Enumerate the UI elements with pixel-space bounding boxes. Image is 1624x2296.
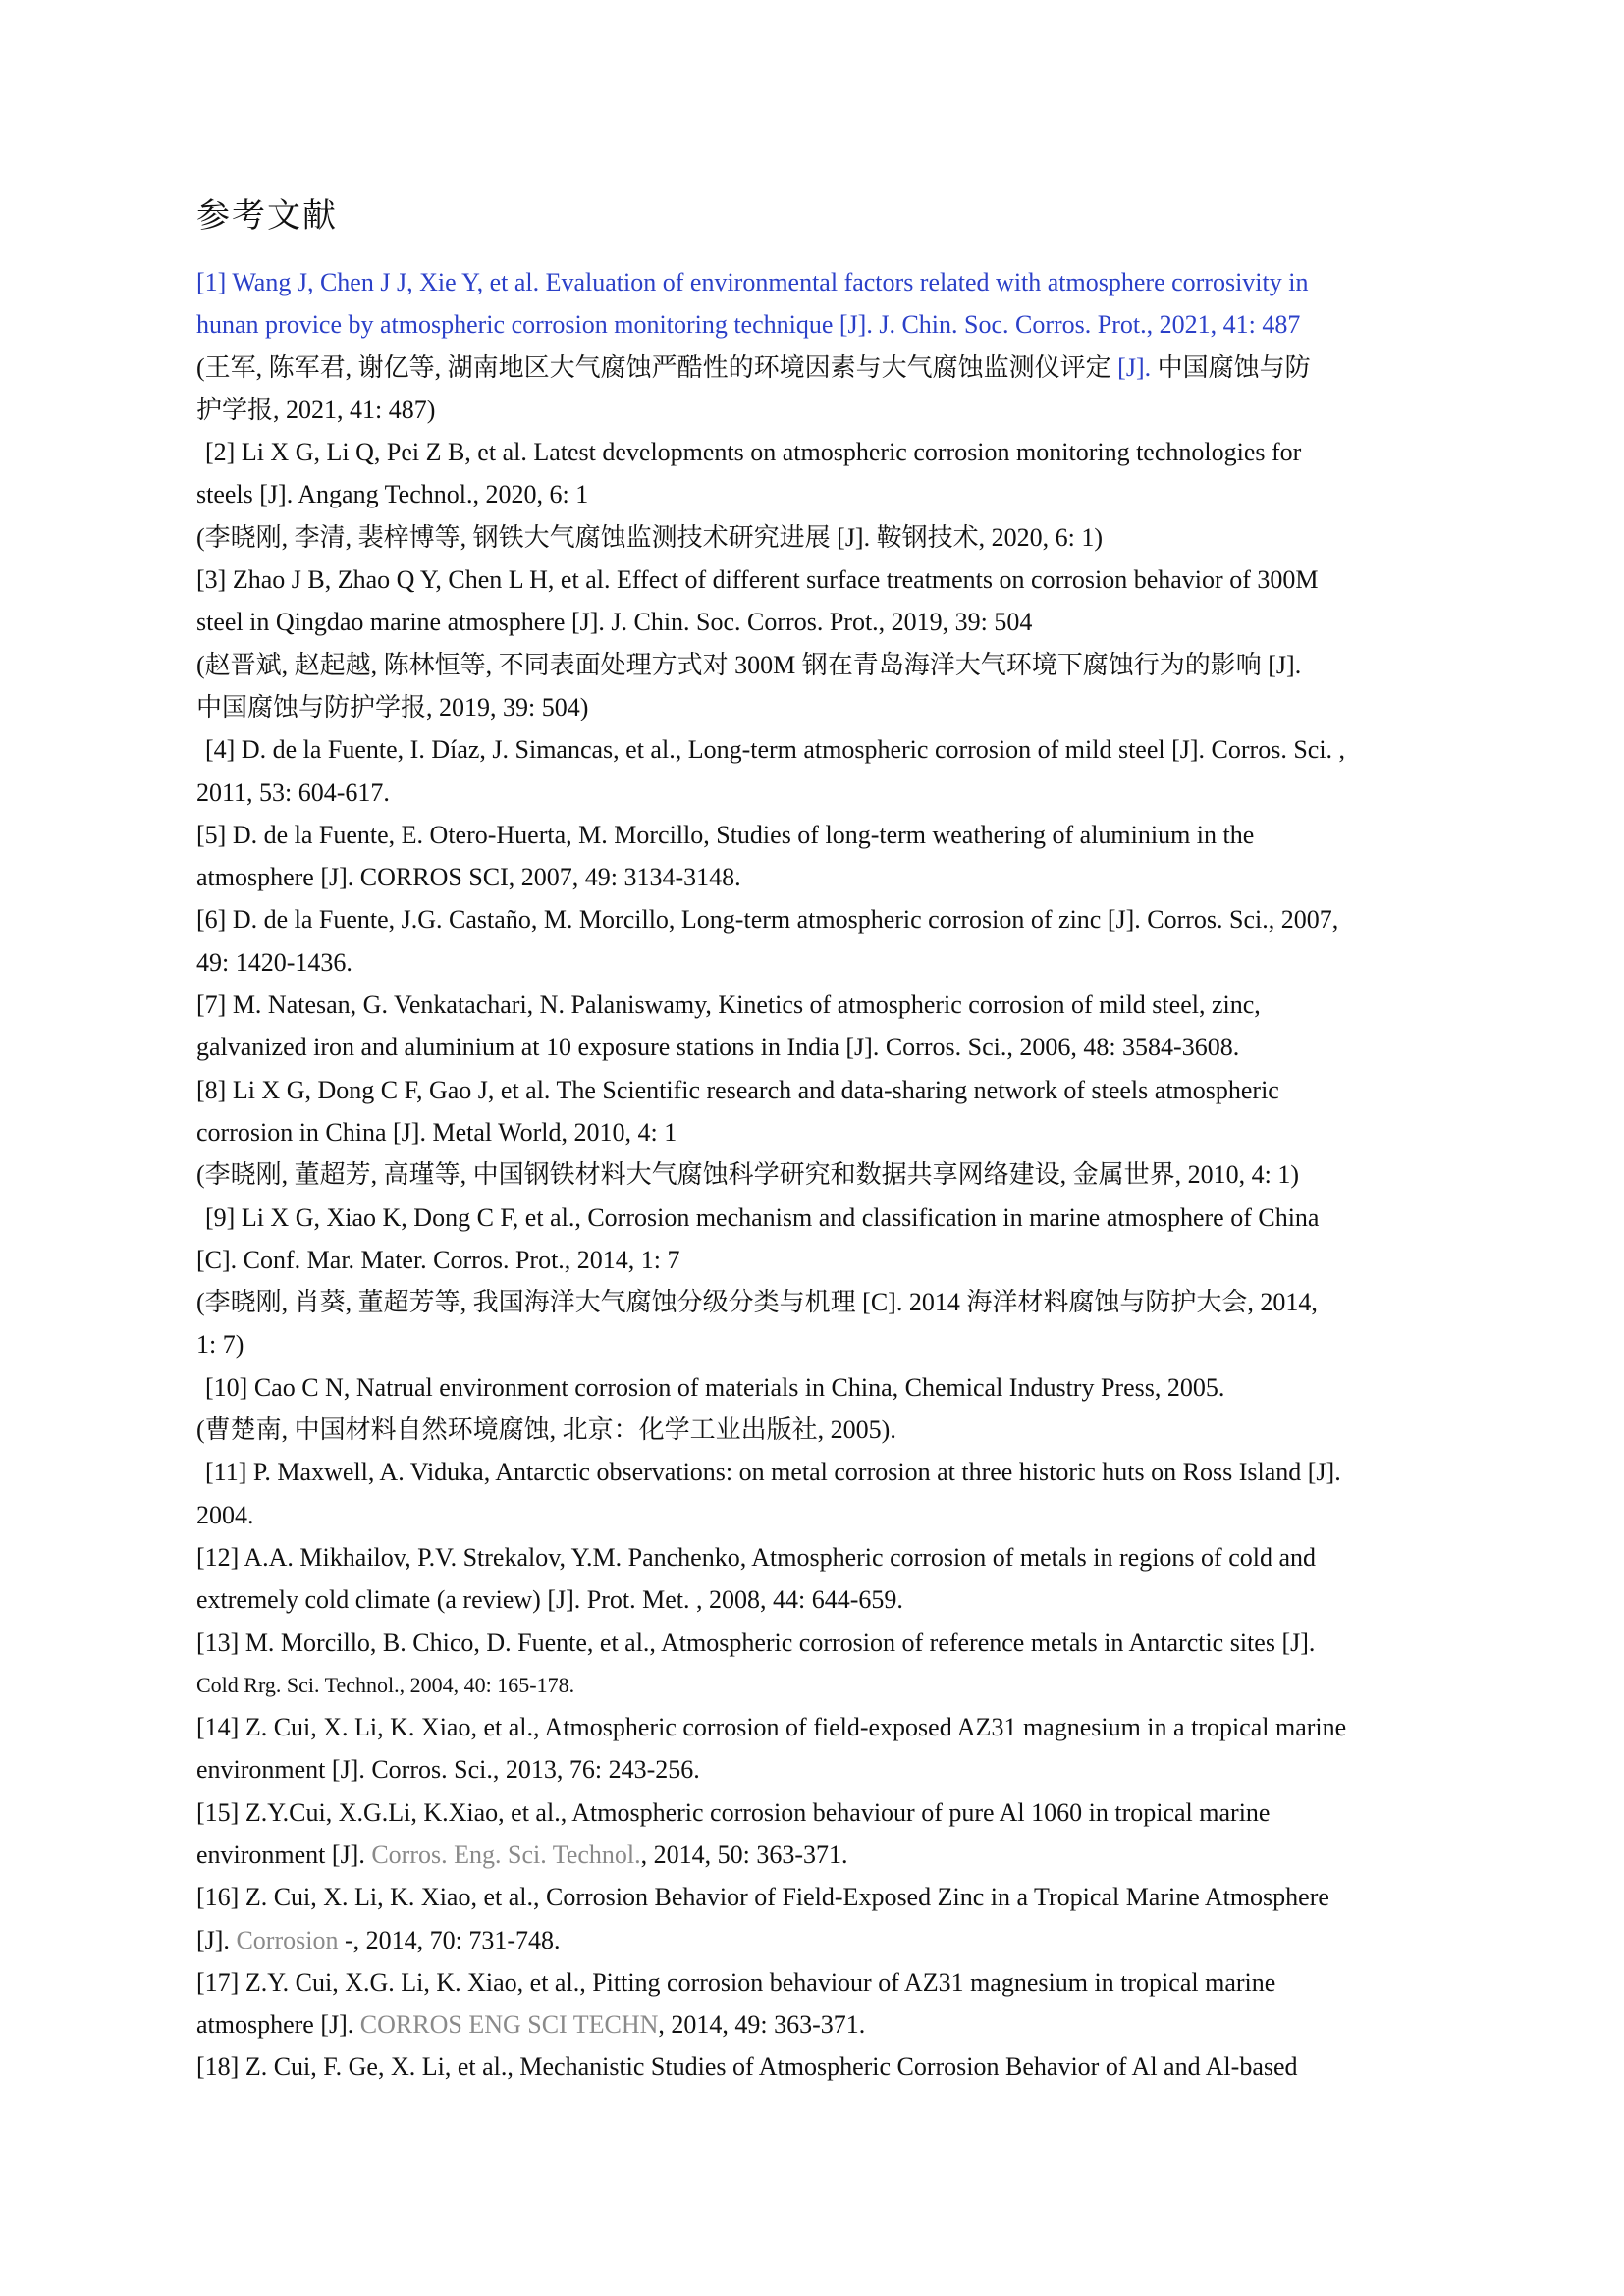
reference-14-line-2: environment [J]. Corros. Sci., 2013, 76: 243-256. — [196, 1755, 700, 1785]
reference-4-line-1: [4] D. de la Fuente, I. Díaz, J. Simancas, et al., Long-term atmospheric corrosion of mild steel [J]. Corros. Sci. , — [205, 735, 1346, 765]
references-heading: 参考文献 — [196, 198, 338, 235]
reference-8-chinese: (李晓刚, 董超芳, 高瑾等, 中国钢铁材料大气腐蚀科学研究和数据共享网络建设, 金属世界, 2010, 4: 1) — [196, 1160, 1300, 1190]
reference-17-text: atmosphere [J]. — [196, 2010, 360, 2040]
reference-7-line-2: galvanized iron and aluminium at 10 exposure stations in India [J]. Corros. Sci., 2006, 48: 3584-3608. — [196, 1033, 1240, 1062]
reference-8-line-2: corrosion in China [J]. Metal World, 2010, 4: 1 — [196, 1117, 677, 1147]
reference-3-line-2: steel in Qingdao marine atmosphere [J]. J. Chin. Soc. Corros. Prot., 2019, 39: 504 — [196, 608, 1033, 637]
reference-1-chinese-line-2: 护学报, 2021, 41: 487) — [196, 395, 436, 424]
reference-15-line-1: [15] Z.Y.Cui, X.G.Li, K.Xiao, et al., Atmospheric corrosion behaviour of pure Al 1060 in tropical marine — [196, 1797, 1271, 1827]
reference-9-line-1: [9] Li X G, Xiao K, Dong C F, et al., Corrosion mechanism and classification in marine atmosphere of China — [205, 1202, 1320, 1232]
reference-9-line-2: [C]. Conf. Mar. Mater. Corros. Prot., 2014, 1: 7 — [196, 1245, 680, 1274]
reference-9-chinese-line-1: (李晓刚, 肖葵, 董超芳等, 我国海洋大气腐蚀分级分类与机理 [C]. 2014 海洋材料腐蚀与防护大会, 2014, — [196, 1288, 1318, 1317]
reference-1-chinese-text-tail: 中国腐蚀与防 — [1151, 352, 1311, 382]
reference-2-chinese: (李晓刚, 李清, 裴梓博等, 钢铁大气腐蚀监测技术研究进展 [J]. 鞍钢技术, 2020, 6: 1) — [196, 522, 1103, 552]
reference-16-text-tail: -, 2014, 70: 731-748. — [338, 1925, 561, 1954]
reference-1-chinese-text: (王军, 陈军君, 谢亿等, 湖南地区大气腐蚀严酷性的环境因素与大气腐蚀监测仪评定 — [196, 352, 1118, 382]
reference-3-chinese-line-2: 中国腐蚀与防护学报, 2019, 39: 504) — [196, 692, 589, 721]
reference-6-line-2: 49: 1420-1436. — [196, 947, 352, 977]
reference-12-line-2: extremely cold climate (a review) [J]. Prot. Met. , 2008, 44: 644-659. — [196, 1585, 903, 1615]
reference-1-journal-link[interactable]: [J]. — [1117, 352, 1152, 382]
reference-1-chinese-line-1 — [196, 347, 1432, 389]
reference-17-line-2 — [196, 2003, 1432, 2046]
reference-2-line-1: [2] Li X G, Li Q, Pei Z B, et al. Latest developments on atmospheric corrosion monitoring technologies for — [205, 438, 1302, 467]
reference-13-line-1: [13] M. Morcillo, B. Chico, D. Fuente, et al., Atmospheric corrosion of reference metals in Antarctic sites [J]. — [196, 1628, 1316, 1657]
reference-17-line-1: [17] Z.Y. Cui, X.G. Li, K. Xiao, et al., Pitting corrosion behaviour of AZ31 magnesium in tropical marine — [196, 1967, 1276, 1997]
reference-16-line-1: [16] Z. Cui, X. Li, K. Xiao, et al., Corrosion Behavior of Field-Exposed Zinc in a Tropical Marine Atmosphere — [196, 1883, 1329, 1912]
reference-5-line-1: [5] D. de la Fuente, E. Otero-Huerta, M. Morcillo, Studies of long-term weathering of aluminium in the — [196, 820, 1255, 849]
reference-12-line-1: [12] A.A. Mikhailov, P.V. Strekalov, Y.M. Panchenko, Atmospheric corrosion of metals in regions of cold and — [196, 1542, 1317, 1572]
reference-11-line-1: [11] P. Maxwell, A. Viduka, Antarctic observations: on metal corrosion at three historic huts on Ross Island [J]. — [205, 1458, 1341, 1487]
reference-15-line-2 — [196, 1834, 1432, 1876]
reference-2-line-2: steels [J]. Angang Technol., 2020, 6: 1 — [196, 480, 589, 509]
reference-11-line-2: 2004. — [196, 1500, 254, 1529]
reference-15-journal-link[interactable]: Corros. Eng. Sci. Technol. — [371, 1840, 641, 1869]
reference-7-line-1: [7] M. Natesan, G. Venkatachari, N. Palaniswamy, Kinetics of atmospheric corrosion of mild steel, zinc, — [196, 990, 1261, 1020]
reference-list — [196, 261, 1432, 2089]
reference-13-line-2: Cold Rrg. Sci. Technol., 2004, 40: 165-178. — [196, 1672, 575, 1697]
reference-16-text: [J]. — [196, 1925, 237, 1954]
reference-18-line-1: [18] Z. Cui, F. Ge, X. Li, et al., Mechanistic Studies of Atmospheric Corrosion Behavior of Al and Al-based — [196, 2053, 1298, 2082]
reference-3-line-1: [3] Zhao J B, Zhao Q Y, Chen L H, et al. Effect of different surface treatments on corrosion behavior of 300M — [196, 565, 1319, 595]
reference-8-line-1: [8] Li X G, Dong C F, Gao J, et al. The Scientific research and data-sharing network of steels atmospheric — [196, 1075, 1279, 1104]
reference-5-line-2: atmosphere [J]. CORROS SCI, 2007, 49: 3134-3148. — [196, 863, 741, 892]
reference-14-line-1: [14] Z. Cui, X. Li, K. Xiao, et al., Atmospheric corrosion of field-exposed AZ31 magnesium in a tropical marine — [196, 1713, 1347, 1742]
reference-10-line-1: [10] Cao C N, Natrual environment corrosion of materials in China, Chemical Industry Press, 2005. — [205, 1372, 1225, 1402]
reference-10-chinese: (曹楚南, 中国材料自然环境腐蚀, 北京：化学工业出版社, 2005). — [196, 1415, 896, 1445]
reference-15-text-tail: , 2014, 50: 363-371. — [640, 1840, 848, 1869]
reference-17-journal-link[interactable]: CORROS ENG SCI TECHN — [359, 2010, 659, 2040]
reference-6-line-1: [6] D. de la Fuente, J.G. Castaño, M. Morcillo, Long-term atmospheric corrosion of zinc [J]. Corros. Sci., 2007, — [196, 905, 1339, 934]
reference-3-chinese-line-1: (赵晋斌, 赵起越, 陈林恒等, 不同表面处理方式对 300M 钢在青岛海洋大气环境下腐蚀行为的影响 [J]. — [196, 650, 1302, 679]
reference-1-line-2[interactable]: hunan provice by atmospheric corrosion monitoring technique [J]. J. Chin. Soc. Corros. Prot., 2021, 41: 487 — [196, 310, 1301, 340]
reference-16-line-2 — [196, 1919, 1432, 1961]
reference-16-journal-link[interactable]: Corrosion — [236, 1925, 339, 1954]
reference-9-chinese-line-2: 1: 7) — [196, 1330, 244, 1360]
reference-1-line-1[interactable]: [1] Wang J, Chen J J, Xie Y, et al. Evaluation of environmental factors related with atmosphere corrosivity in — [196, 268, 1309, 296]
reference-17-text-tail: , 2014, 49: 363-371. — [658, 2010, 866, 2040]
reference-4-line-2: 2011, 53: 604-617. — [196, 777, 390, 807]
reference-15-text: environment [J]. — [196, 1840, 372, 1869]
